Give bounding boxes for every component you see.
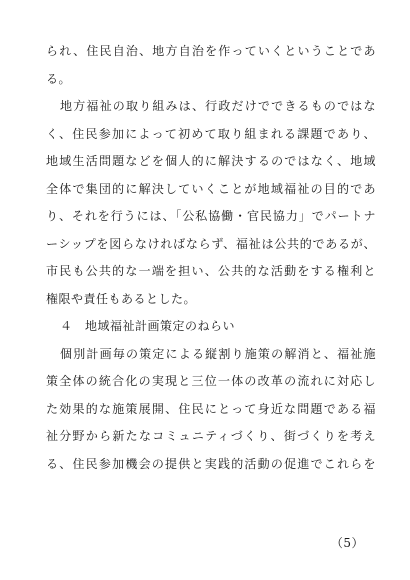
text-line: 権限や責任もあるとした。 <box>46 291 197 306</box>
text-line: 祉分野から新たなコミュニティづくり、街づくりを考え <box>46 429 376 443</box>
text-line: り、それを行うには、「公私協働・官民協力」でパートナ <box>46 209 376 223</box>
text-line: 全体で集団的に解決していくことが地域福祉の目的であ <box>46 181 376 196</box>
page-number: （5） <box>330 536 364 550</box>
text-line: ーシップを図らなければならず、福祉は公共的であるが、 <box>46 236 376 251</box>
text-line: 地域生活問題などを個人的に解決するのではなく、地域 <box>46 154 376 168</box>
text-line: 地方福祉の取り組みは、行政だけでできるものではな <box>60 99 376 113</box>
body-text <box>46 38 376 478</box>
section-heading: ４ 地域福祉計画策定のねらい <box>60 319 236 333</box>
text-line: 市民も公共的な一端を担い、公共的な活動をする権利と <box>46 264 376 278</box>
text-line: 個別計画毎の策定による縦割り施策の解消と、福祉施 <box>60 346 376 361</box>
text-line: く、住民参加によって初めて取り組まれる課題であり、 <box>46 126 376 141</box>
text-line: られ、住民自治、地方自治を作っていくということであ <box>46 44 376 58</box>
text-line: 策全体の統合化の実現と三位一体の改革の流れに対応し <box>46 374 376 388</box>
text-line: た効果的な施策展開、住民にとって身近な問題である福 <box>46 401 376 416</box>
text-line: る。 <box>46 71 72 86</box>
text-line: る、住民参加機会の提供と実践的活動の促進でこれらを <box>46 456 376 471</box>
